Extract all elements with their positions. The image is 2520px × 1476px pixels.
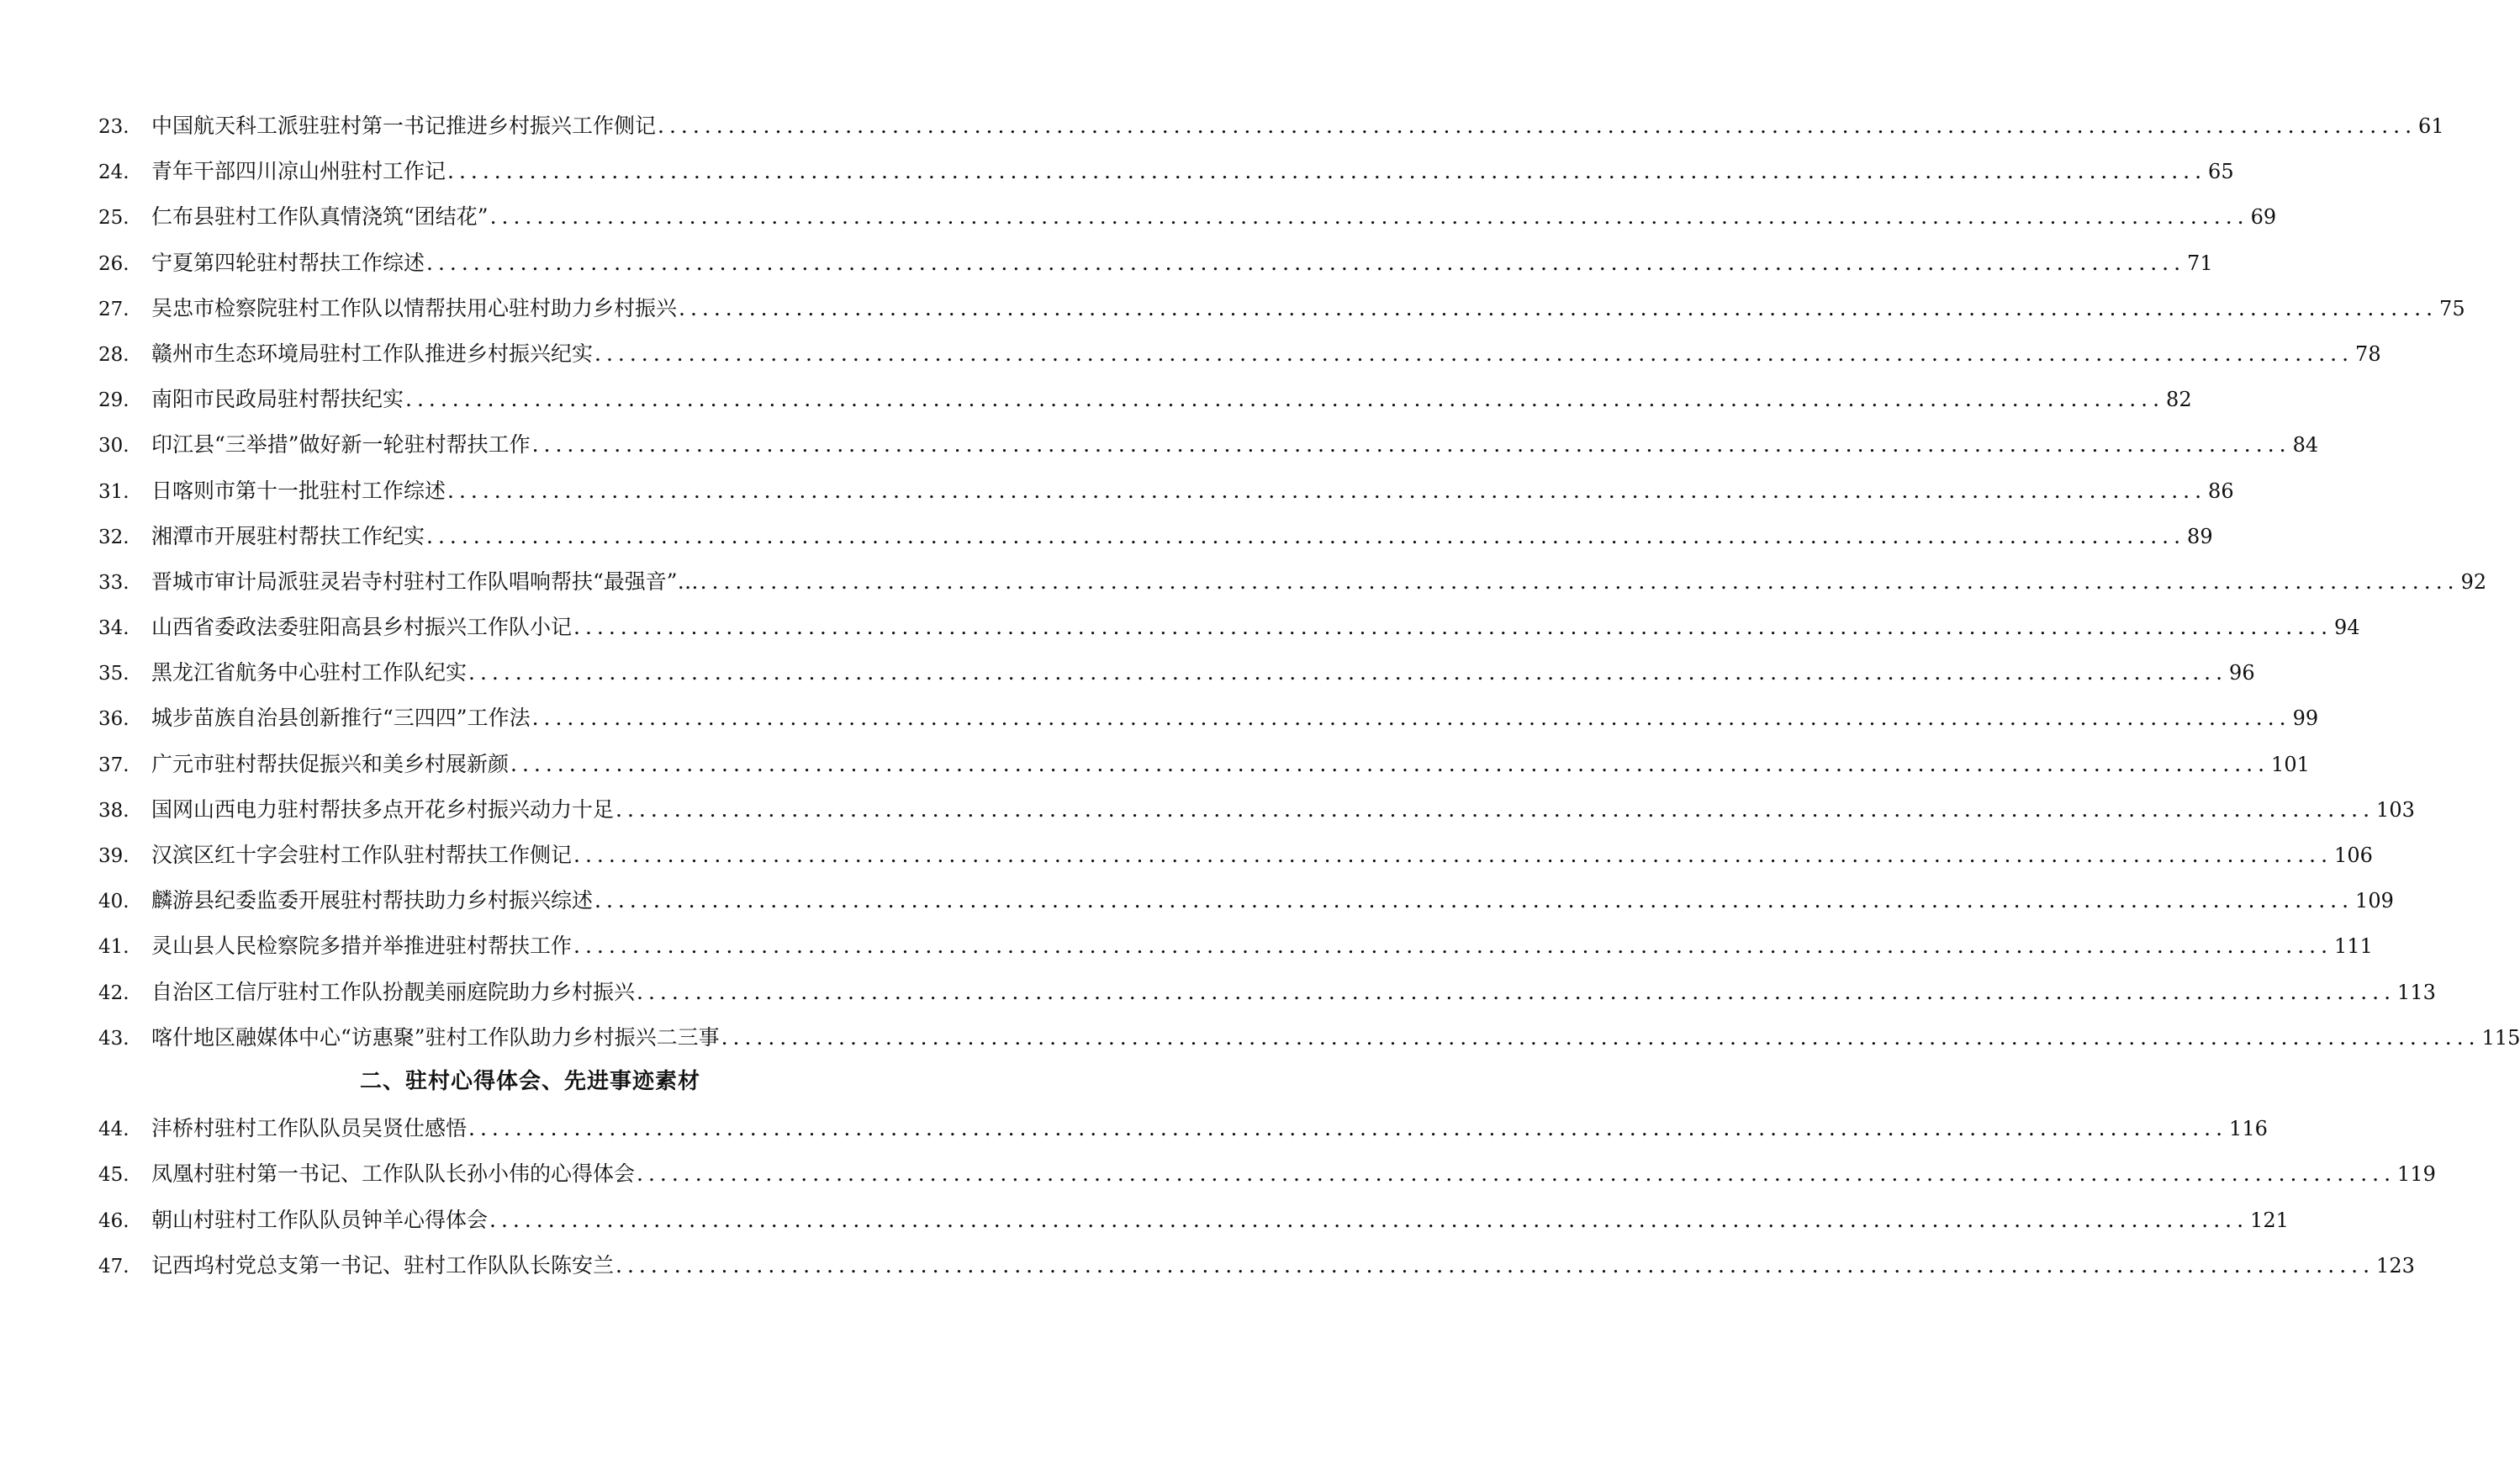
- toc-entry-title: 晋城市审计局派驻灵岩寺村驻村工作队唱响帮扶“最强音”…: [151, 569, 699, 594]
- dot-leader: [637, 1151, 2396, 1197]
- toc-entry-number: 34.: [98, 617, 129, 640]
- toc-entry-page-number: 94: [2334, 616, 2360, 640]
- toc-entry-number: 32.: [98, 526, 129, 548]
- toc-entry-title: 黑龙江省航务中心驻村工作队纪实: [151, 660, 468, 685]
- dot-leader: [405, 377, 2164, 422]
- toc-entry[interactable]: [98, 833, 2373, 878]
- toc-entry-number: 46.: [98, 1209, 129, 1232]
- toc-entry-title: 宁夏第四轮驻村帮扶工作综述: [151, 250, 425, 275]
- toc-entry[interactable]: [98, 559, 2487, 605]
- toc-entry-number: 40.: [98, 891, 129, 913]
- toc-entry-page-number: 113: [2397, 980, 2436, 1004]
- toc-entry-number: 38.: [98, 799, 129, 822]
- toc-entry-title: 喀什地区融媒体中心“访惠聚”驻村工作队助力乡村振兴二三事: [151, 1024, 720, 1050]
- toc-entry-title: 城步苗族自治县创新推行“三四四”工作法: [151, 706, 531, 731]
- toc-entry-page-number: 75: [2439, 296, 2465, 320]
- toc-entry[interactable]: [98, 1243, 2415, 1288]
- toc-entry-page-number: 121: [2250, 1208, 2289, 1232]
- toc-entry-page-number: 92: [2460, 569, 2487, 594]
- toc-entry-title: 山西省委政法委驻阳高县乡村振兴工作队小记: [151, 615, 573, 640]
- toc-entry-number: 28.: [98, 343, 129, 366]
- toc-entry[interactable]: [98, 377, 2192, 422]
- dot-leader: [700, 559, 2459, 605]
- toc-entry[interactable]: [98, 787, 2415, 833]
- toc-entry-number: 26.: [98, 252, 129, 275]
- toc-entry-page-number: 96: [2229, 661, 2255, 685]
- toc-entry-title: 青年干部四川凉山州驻村工作记: [151, 159, 446, 184]
- dot-leader: [510, 742, 2269, 787]
- dot-leader: [594, 331, 2354, 377]
- toc-entry-page-number: 82: [2166, 388, 2192, 412]
- toc-entry-number: 36.: [98, 708, 129, 731]
- toc-entry[interactable]: [98, 650, 2255, 696]
- toc-entry[interactable]: [98, 422, 2319, 468]
- toc-entry-page-number: 89: [2187, 524, 2213, 548]
- dot-leader: [573, 605, 2332, 650]
- toc-entry-number: 35.: [98, 663, 129, 685]
- toc-entry-number: 45.: [98, 1164, 129, 1187]
- toc-entry[interactable]: [98, 605, 2360, 650]
- toc-entry-number: 29.: [98, 389, 129, 412]
- toc-entry[interactable]: [98, 468, 2234, 514]
- toc-section-1-entries: [98, 103, 2520, 1061]
- toc-entry-title: 吴忠市检察院驻村工作队以情帮扶用心驻村助力乡村振兴: [151, 295, 678, 320]
- toc-entry-page-number: 99: [2292, 706, 2319, 731]
- dot-leader: [615, 787, 2375, 833]
- toc-entry-title: 印江县“三举措”做好新一轮驻村帮扶工作: [151, 432, 531, 458]
- dot-leader: [679, 286, 2438, 331]
- toc-entry-title: 麟游县纪委监委开展驻村帮扶助力乡村振兴综述: [151, 888, 594, 913]
- toc-entry-number: 39.: [98, 845, 129, 867]
- toc-entry[interactable]: [98, 923, 2373, 969]
- dot-leader: [426, 241, 2185, 286]
- toc-entry-number: 37.: [98, 754, 129, 776]
- toc-entry-page-number: 65: [2208, 160, 2234, 184]
- toc-entry[interactable]: [98, 878, 2394, 923]
- dot-leader: [637, 970, 2396, 1015]
- toc-entry-title: 记西坞村党总支第一书记、驻村工作队队长陈安兰: [151, 1252, 615, 1278]
- toc-entry-title: 湘潭市开展驻村帮扶工作纪实: [151, 523, 425, 548]
- toc-entry-title: 沣桥村驻村工作队队员吴贤仕感悟: [151, 1116, 468, 1141]
- toc-entry-title: 自治区工信厅驻村工作队扮靓美丽庭院助力乡村振兴: [151, 979, 636, 1004]
- toc-entry-number: 23.: [98, 116, 129, 138]
- toc-entry-page-number: 109: [2355, 889, 2394, 913]
- section-heading: 二、驻村心得体会、先进事迹素材: [359, 1068, 700, 1094]
- toc-entry-title: 南阳市民政局驻村帮扶纪实: [151, 387, 404, 412]
- toc-entry[interactable]: [98, 149, 2234, 194]
- toc-entry-number: 42.: [98, 981, 129, 1004]
- toc-entry-title: 国网山西电力驻村帮扶多点开花乡村振兴动力十足: [151, 796, 615, 822]
- toc-entry-number: 43.: [98, 1027, 129, 1050]
- toc-entry-number: 47.: [98, 1255, 129, 1278]
- toc-entry-number: 33.: [98, 571, 129, 594]
- dot-leader: [490, 194, 2249, 240]
- toc-entry-number: 30.: [98, 435, 129, 458]
- dot-leader: [615, 1243, 2375, 1288]
- dot-leader: [721, 1015, 2480, 1061]
- dot-leader: [573, 923, 2332, 969]
- toc-entry-number: 41.: [98, 936, 129, 959]
- toc-entry-title: 日喀则市第十一批驻村工作综述: [151, 478, 446, 503]
- toc-entry[interactable]: [98, 742, 2310, 787]
- toc-entry[interactable]: [98, 241, 2213, 286]
- toc-entry-number: 27.: [98, 298, 129, 320]
- toc-entry[interactable]: [98, 1198, 2289, 1243]
- toc-entry-title: 汉滨区红十字会驻村工作队驻村帮扶工作侧记: [151, 843, 573, 867]
- toc-entry-page-number: 103: [2376, 797, 2415, 822]
- toc-entry[interactable]: [98, 1151, 2436, 1197]
- dot-leader: [447, 149, 2206, 194]
- toc-entry-title: 中国航天科工派驻驻村第一书记推进乡村振兴工作侧记: [151, 114, 657, 138]
- toc-entry-page-number: 101: [2271, 752, 2310, 776]
- dot-leader: [468, 650, 2227, 696]
- toc-entry-page-number: 123: [2376, 1253, 2415, 1278]
- dot-leader: [447, 468, 2206, 514]
- toc-entry-number: 24.: [98, 161, 129, 184]
- table-of-contents: [98, 103, 2520, 1288]
- toc-entry-title: 灵山县人民检察院多措并举推进驻村帮扶工作: [151, 934, 573, 959]
- toc-entry[interactable]: [98, 331, 2381, 377]
- toc-entry-page-number: 61: [2418, 114, 2444, 138]
- dot-leader: [532, 422, 2291, 468]
- toc-entry[interactable]: [98, 970, 2436, 1015]
- toc-entry[interactable]: [98, 194, 2277, 240]
- toc-entry-page-number: 71: [2187, 251, 2213, 275]
- toc-entry[interactable]: [98, 1106, 2268, 1151]
- toc-entry-page-number: 84: [2292, 433, 2319, 458]
- toc-entry-title: 广元市驻村帮扶促振兴和美乡村展新颜: [151, 751, 510, 776]
- toc-entry-page-number: 111: [2334, 934, 2373, 959]
- toc-entry-title: 凤凰村驻村第一书记、工作队队长孙小伟的心得体会: [151, 1161, 636, 1187]
- toc-entry-title: 仁布县驻村工作队真情浇筑“团结花”: [151, 204, 489, 230]
- toc-section-2-entries: [98, 1106, 2436, 1288]
- dot-leader: [468, 1106, 2227, 1151]
- dot-leader: [594, 878, 2354, 923]
- dot-leader: [489, 1198, 2248, 1243]
- dot-leader: [573, 833, 2332, 878]
- toc-entry[interactable]: [98, 696, 2319, 741]
- toc-entry[interactable]: [98, 103, 2444, 149]
- toc-entry-number: 44.: [98, 1119, 129, 1141]
- toc-entry-page-number: 78: [2355, 341, 2381, 366]
- toc-entry-page-number: 86: [2208, 479, 2234, 503]
- toc-entry-title: 赣州市生态环境局驻村工作队推进乡村振兴纪实: [151, 341, 594, 366]
- toc-entry-page-number: 116: [2229, 1117, 2268, 1141]
- toc-entry-number: 25.: [98, 207, 129, 230]
- toc-entry-page-number: 115: [2481, 1025, 2520, 1050]
- dot-leader: [532, 696, 2291, 741]
- toc-entry-page-number: 106: [2334, 844, 2373, 867]
- toc-entry[interactable]: [98, 286, 2465, 331]
- toc-entry-number: 31.: [98, 480, 129, 503]
- toc-entry-page-number: 69: [2250, 205, 2277, 230]
- toc-entry-title: 朝山村驻村工作队队员钟羊心得体会: [151, 1207, 489, 1232]
- dot-leader: [658, 103, 2417, 149]
- toc-entry-page-number: 119: [2397, 1162, 2436, 1187]
- toc-entry[interactable]: [98, 514, 2213, 559]
- toc-entry[interactable]: [98, 1015, 2520, 1061]
- dot-leader: [426, 514, 2185, 559]
